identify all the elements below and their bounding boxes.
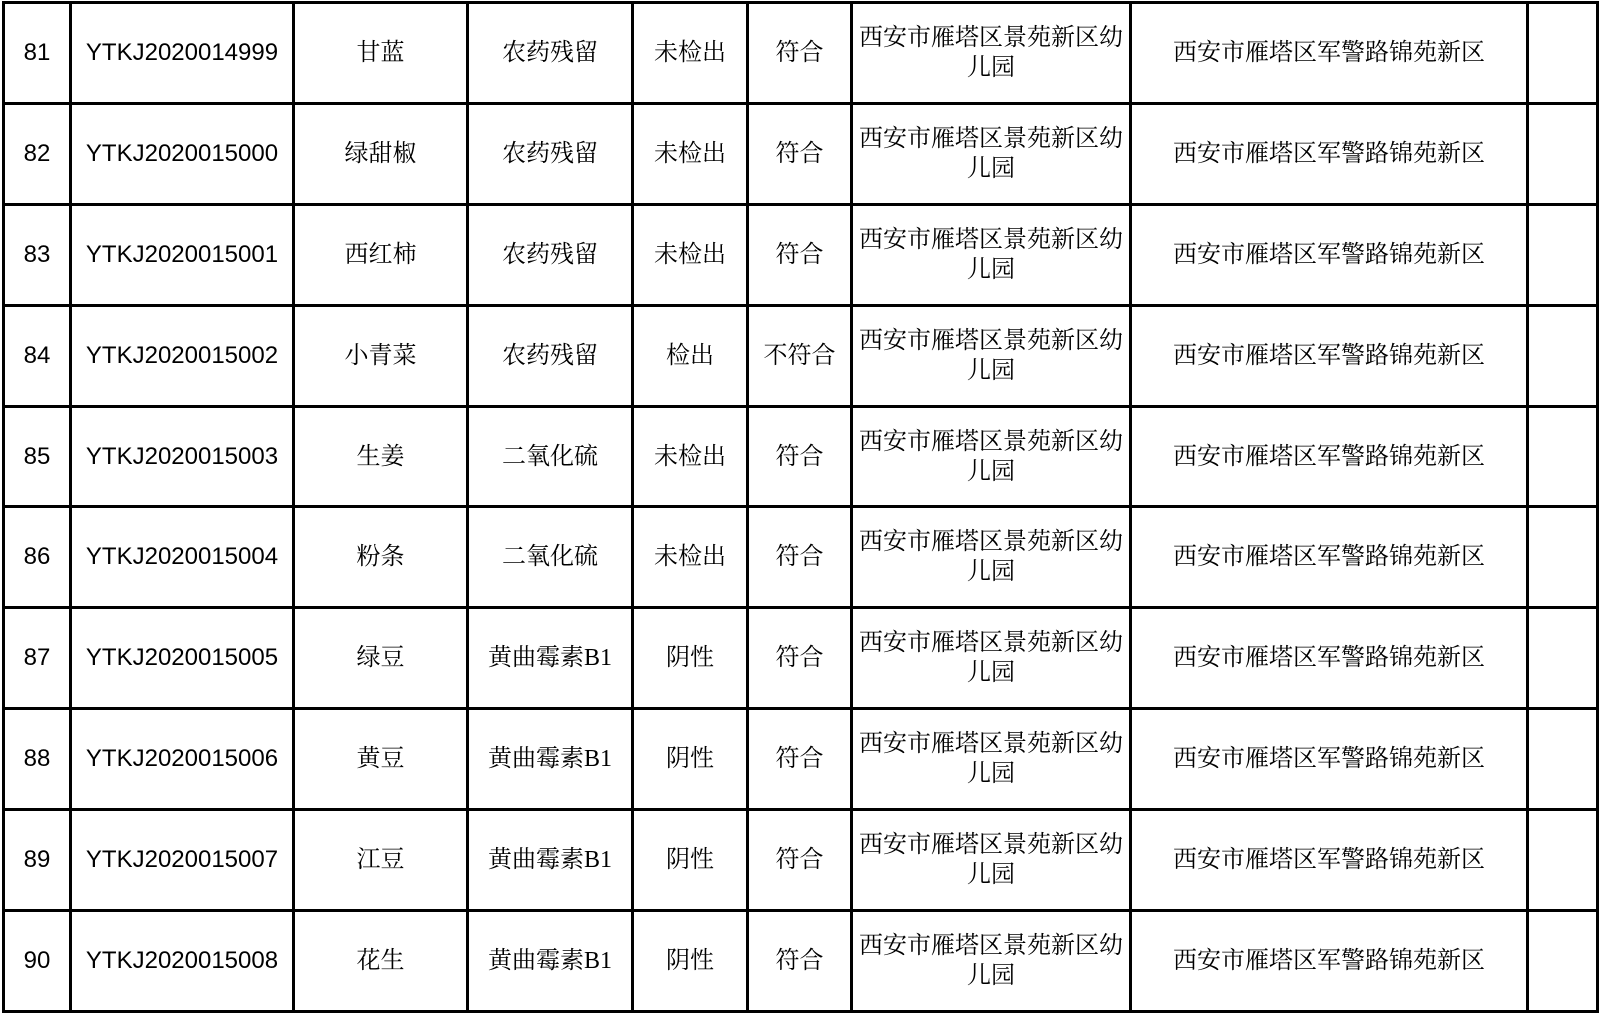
table-body [4,3,1598,1012]
cell-row-index: 88 [4,709,71,810]
cell-row-index: 84 [4,305,71,406]
cell-blank-cell [1528,305,1598,406]
cell-blank-cell [1528,911,1598,1012]
cell-test-result: 未检出 [633,204,748,305]
cell-unit-address: 西安市雁塔区军警路锦苑新区 [1131,608,1528,709]
cell-test-item: 二氧化硫 [468,507,633,608]
cell-sampled-unit: 西安市雁塔区景苑新区幼儿园 [852,709,1131,810]
cell-sampled-unit: 西安市雁塔区景苑新区幼儿园 [852,204,1131,305]
cell-sampled-unit: 西安市雁塔区景苑新区幼儿园 [852,911,1131,1012]
cell-test-result: 未检出 [633,507,748,608]
cell-sample-code: YTKJ2020015002 [71,305,294,406]
table-row [4,406,1598,507]
table-row [4,810,1598,911]
cell-unit-address: 西安市雁塔区军警路锦苑新区 [1131,406,1528,507]
cell-blank-cell [1528,204,1598,305]
cell-conclusion: 符合 [748,204,852,305]
cell-test-item: 黄曲霉素B1 [468,709,633,810]
cell-blank-cell [1528,406,1598,507]
cell-test-item: 黄曲霉素B1 [468,911,633,1012]
cell-sample-name: 花生 [294,911,468,1012]
cell-sample-code: YTKJ2020015003 [71,406,294,507]
cell-sample-code: YTKJ2020015008 [71,911,294,1012]
table-row [4,507,1598,608]
cell-conclusion: 符合 [748,406,852,507]
cell-blank-cell [1528,103,1598,204]
cell-conclusion: 符合 [748,103,852,204]
cell-blank-cell [1528,709,1598,810]
cell-sample-name: 粉条 [294,507,468,608]
table-row [4,608,1598,709]
cell-test-result: 检出 [633,305,748,406]
cell-unit-address: 西安市雁塔区军警路锦苑新区 [1131,103,1528,204]
cell-sample-code: YTKJ2020014999 [71,3,294,104]
cell-test-item: 农药残留 [468,305,633,406]
cell-sample-name: 绿甜椒 [294,103,468,204]
cell-sample-name: 绿豆 [294,608,468,709]
cell-test-result: 未检出 [633,406,748,507]
cell-sample-code: YTKJ2020015006 [71,709,294,810]
cell-sampled-unit: 西安市雁塔区景苑新区幼儿园 [852,305,1131,406]
cell-sampled-unit: 西安市雁塔区景苑新区幼儿园 [852,608,1131,709]
cell-conclusion: 符合 [748,507,852,608]
cell-row-index: 86 [4,507,71,608]
cell-row-index: 87 [4,608,71,709]
cell-test-result: 阴性 [633,608,748,709]
cell-sample-name: 小青菜 [294,305,468,406]
cell-sample-code: YTKJ2020015000 [71,103,294,204]
cell-test-result: 阴性 [633,911,748,1012]
cell-conclusion: 符合 [748,810,852,911]
cell-sample-code: YTKJ2020015004 [71,507,294,608]
cell-conclusion: 符合 [748,3,852,104]
table-row [4,3,1598,104]
cell-test-result: 阴性 [633,810,748,911]
cell-row-index: 81 [4,3,71,104]
cell-test-result: 未检出 [633,3,748,104]
cell-sample-name: 江豆 [294,810,468,911]
cell-row-index: 85 [4,406,71,507]
table-row [4,305,1598,406]
cell-test-result: 未检出 [633,103,748,204]
cell-row-index: 83 [4,204,71,305]
cell-conclusion: 不符合 [748,305,852,406]
cell-sampled-unit: 西安市雁塔区景苑新区幼儿园 [852,103,1131,204]
cell-conclusion: 符合 [748,709,852,810]
cell-conclusion: 符合 [748,911,852,1012]
cell-test-item: 农药残留 [468,204,633,305]
cell-row-index: 90 [4,911,71,1012]
cell-unit-address: 西安市雁塔区军警路锦苑新区 [1131,204,1528,305]
cell-blank-cell [1528,608,1598,709]
cell-sampled-unit: 西安市雁塔区景苑新区幼儿园 [852,507,1131,608]
cell-unit-address: 西安市雁塔区军警路锦苑新区 [1131,507,1528,608]
cell-sample-name: 生姜 [294,406,468,507]
cell-test-item: 农药残留 [468,103,633,204]
cell-sampled-unit: 西安市雁塔区景苑新区幼儿园 [852,406,1131,507]
cell-sample-code: YTKJ2020015005 [71,608,294,709]
cell-blank-cell [1528,507,1598,608]
cell-sampled-unit: 西安市雁塔区景苑新区幼儿园 [852,3,1131,104]
cell-sample-code: YTKJ2020015001 [71,204,294,305]
table-row [4,204,1598,305]
cell-test-item: 农药残留 [468,3,633,104]
cell-sample-code: YTKJ2020015007 [71,810,294,911]
cell-row-index: 89 [4,810,71,911]
cell-test-item: 二氧化硫 [468,406,633,507]
cell-row-index: 82 [4,103,71,204]
cell-test-result: 阴性 [633,709,748,810]
cell-blank-cell [1528,810,1598,911]
cell-unit-address: 西安市雁塔区军警路锦苑新区 [1131,810,1528,911]
cell-conclusion: 符合 [748,608,852,709]
table-row [4,103,1598,204]
cell-test-item: 黄曲霉素B1 [468,608,633,709]
cell-sample-name: 甘蓝 [294,3,468,104]
cell-unit-address: 西安市雁塔区军警路锦苑新区 [1131,911,1528,1012]
cell-unit-address: 西安市雁塔区军警路锦苑新区 [1131,305,1528,406]
cell-sample-name: 黄豆 [294,709,468,810]
inspection-results-table [2,1,1599,1013]
table-row [4,911,1598,1012]
cell-unit-address: 西安市雁塔区军警路锦苑新区 [1131,3,1528,104]
cell-sampled-unit: 西安市雁塔区景苑新区幼儿园 [852,810,1131,911]
cell-unit-address: 西安市雁塔区军警路锦苑新区 [1131,709,1528,810]
cell-sample-name: 西红柿 [294,204,468,305]
cell-blank-cell [1528,3,1598,104]
table-row [4,709,1598,810]
cell-test-item: 黄曲霉素B1 [468,810,633,911]
